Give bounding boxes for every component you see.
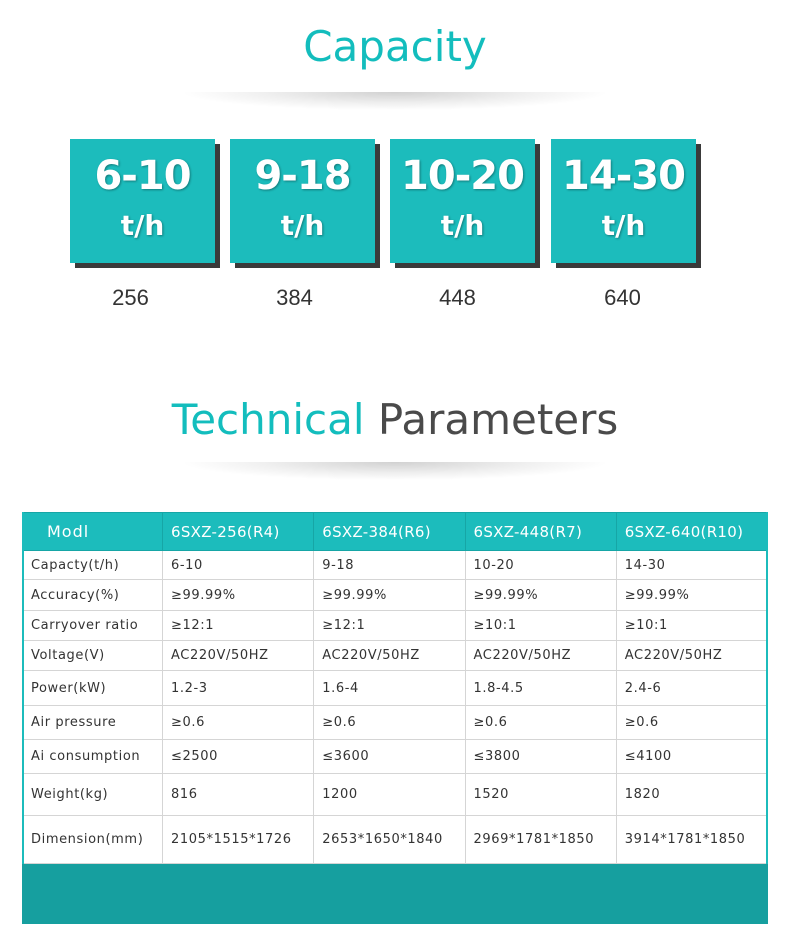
table-row — [23, 611, 768, 641]
capacity-label: 256 — [112, 285, 149, 310]
table-row — [23, 816, 768, 864]
card-range: 10-20 — [401, 153, 524, 199]
table-cell: 1.8-4.5 — [465, 671, 616, 706]
table-row — [23, 774, 768, 816]
row-label: Voltage(V) — [23, 641, 163, 671]
capacity-label: 384 — [276, 285, 313, 310]
table-cell: ≤3800 — [465, 740, 616, 774]
header-cell: 6SXZ-384(R6) — [314, 513, 465, 551]
card-face — [230, 139, 375, 263]
table-cell: 10-20 — [465, 551, 616, 580]
card-unit: t/h — [280, 209, 325, 242]
table-cell: ≤3600 — [314, 740, 465, 774]
table-cell: ≥0.6 — [616, 706, 767, 740]
table-cell: 1.2-3 — [163, 671, 314, 706]
card-unit: t/h — [601, 209, 646, 242]
card-face — [390, 139, 535, 263]
tech-title-shadow — [185, 462, 605, 480]
table-cell: AC220V/50HZ — [163, 641, 314, 671]
table-header-row — [23, 513, 768, 551]
table-cell: ≥0.6 — [163, 706, 314, 740]
table-cell: 2105*1515*1726 — [163, 816, 314, 864]
card-unit: t/h — [440, 209, 485, 242]
row-label: Accuracy(%) — [23, 580, 163, 611]
table-cell: 1.6-4 — [314, 671, 465, 706]
table-cell: 2.4-6 — [616, 671, 767, 706]
table-cell: 1200 — [314, 774, 465, 816]
capacity-card — [551, 139, 696, 263]
table-cell: ≥99.99% — [616, 580, 767, 611]
parameters-table — [22, 512, 768, 864]
table-cell: 1820 — [616, 774, 767, 816]
table-cell: 6-10 — [163, 551, 314, 580]
capacity-title: Capacity — [303, 22, 487, 71]
table-right-border — [766, 512, 768, 864]
header-cell: 6SXZ-640(R10) — [616, 513, 767, 551]
table-row — [23, 641, 768, 671]
table-cell: 816 — [163, 774, 314, 816]
table-cell: 2969*1781*1850 — [465, 816, 616, 864]
card-range: 6-10 — [94, 153, 191, 199]
table-cell: ≥0.6 — [314, 706, 465, 740]
card-unit: t/h — [120, 209, 165, 242]
header-cell: Modl — [23, 513, 163, 551]
table-cell: ≥10:1 — [616, 611, 767, 641]
card-range: 9-18 — [254, 153, 351, 199]
table-row — [23, 551, 768, 580]
row-label: Air pressure — [23, 706, 163, 740]
table-cell: ≥0.6 — [465, 706, 616, 740]
table-footer-bar — [22, 864, 768, 924]
title-part-parameters: Parameters — [377, 395, 619, 444]
row-label: Weight(kg) — [23, 774, 163, 816]
capacity-title-shadow — [185, 92, 605, 110]
table-cell: 9-18 — [314, 551, 465, 580]
table-cell: ≤2500 — [163, 740, 314, 774]
technical-parameters-title — [0, 395, 790, 444]
row-label: Power(kW) — [23, 671, 163, 706]
capacity-card — [390, 139, 535, 263]
table-row — [23, 706, 768, 740]
table-left-border — [22, 512, 24, 864]
table-cell: ≥99.99% — [465, 580, 616, 611]
row-label: Ai consumption — [23, 740, 163, 774]
row-label: Capacty(t/h) — [23, 551, 163, 580]
card-range: 14-30 — [562, 153, 685, 199]
table-cell: AC220V/50HZ — [465, 641, 616, 671]
row-label: Dimension(mm) — [23, 816, 163, 864]
table-cell: ≥12:1 — [314, 611, 465, 641]
table-cell: ≥12:1 — [163, 611, 314, 641]
header-cell: 6SXZ-448(R7) — [465, 513, 616, 551]
table-row — [23, 580, 768, 611]
capacity-card — [70, 139, 215, 263]
table-row — [23, 740, 768, 774]
table-cell: ≥99.99% — [314, 580, 465, 611]
table-cell: 3914*1781*1850 — [616, 816, 767, 864]
capacity-label: 640 — [604, 285, 641, 310]
capacity-card — [230, 139, 375, 263]
table-cell: ≤4100 — [616, 740, 767, 774]
card-face — [551, 139, 696, 263]
table-cell: 2653*1650*1840 — [314, 816, 465, 864]
table-cell: ≥99.99% — [163, 580, 314, 611]
header-cell: 6SXZ-256(R4) — [163, 513, 314, 551]
table-cell: ≥10:1 — [465, 611, 616, 641]
table-row — [23, 671, 768, 706]
table-cell: 1520 — [465, 774, 616, 816]
row-label: Carryover ratio — [23, 611, 163, 641]
title-part-technical: Technical — [171, 395, 365, 444]
table-cell: AC220V/50HZ — [616, 641, 767, 671]
table-cell: 14-30 — [616, 551, 767, 580]
card-face — [70, 139, 215, 263]
table-cell: AC220V/50HZ — [314, 641, 465, 671]
capacity-label: 448 — [439, 285, 476, 310]
